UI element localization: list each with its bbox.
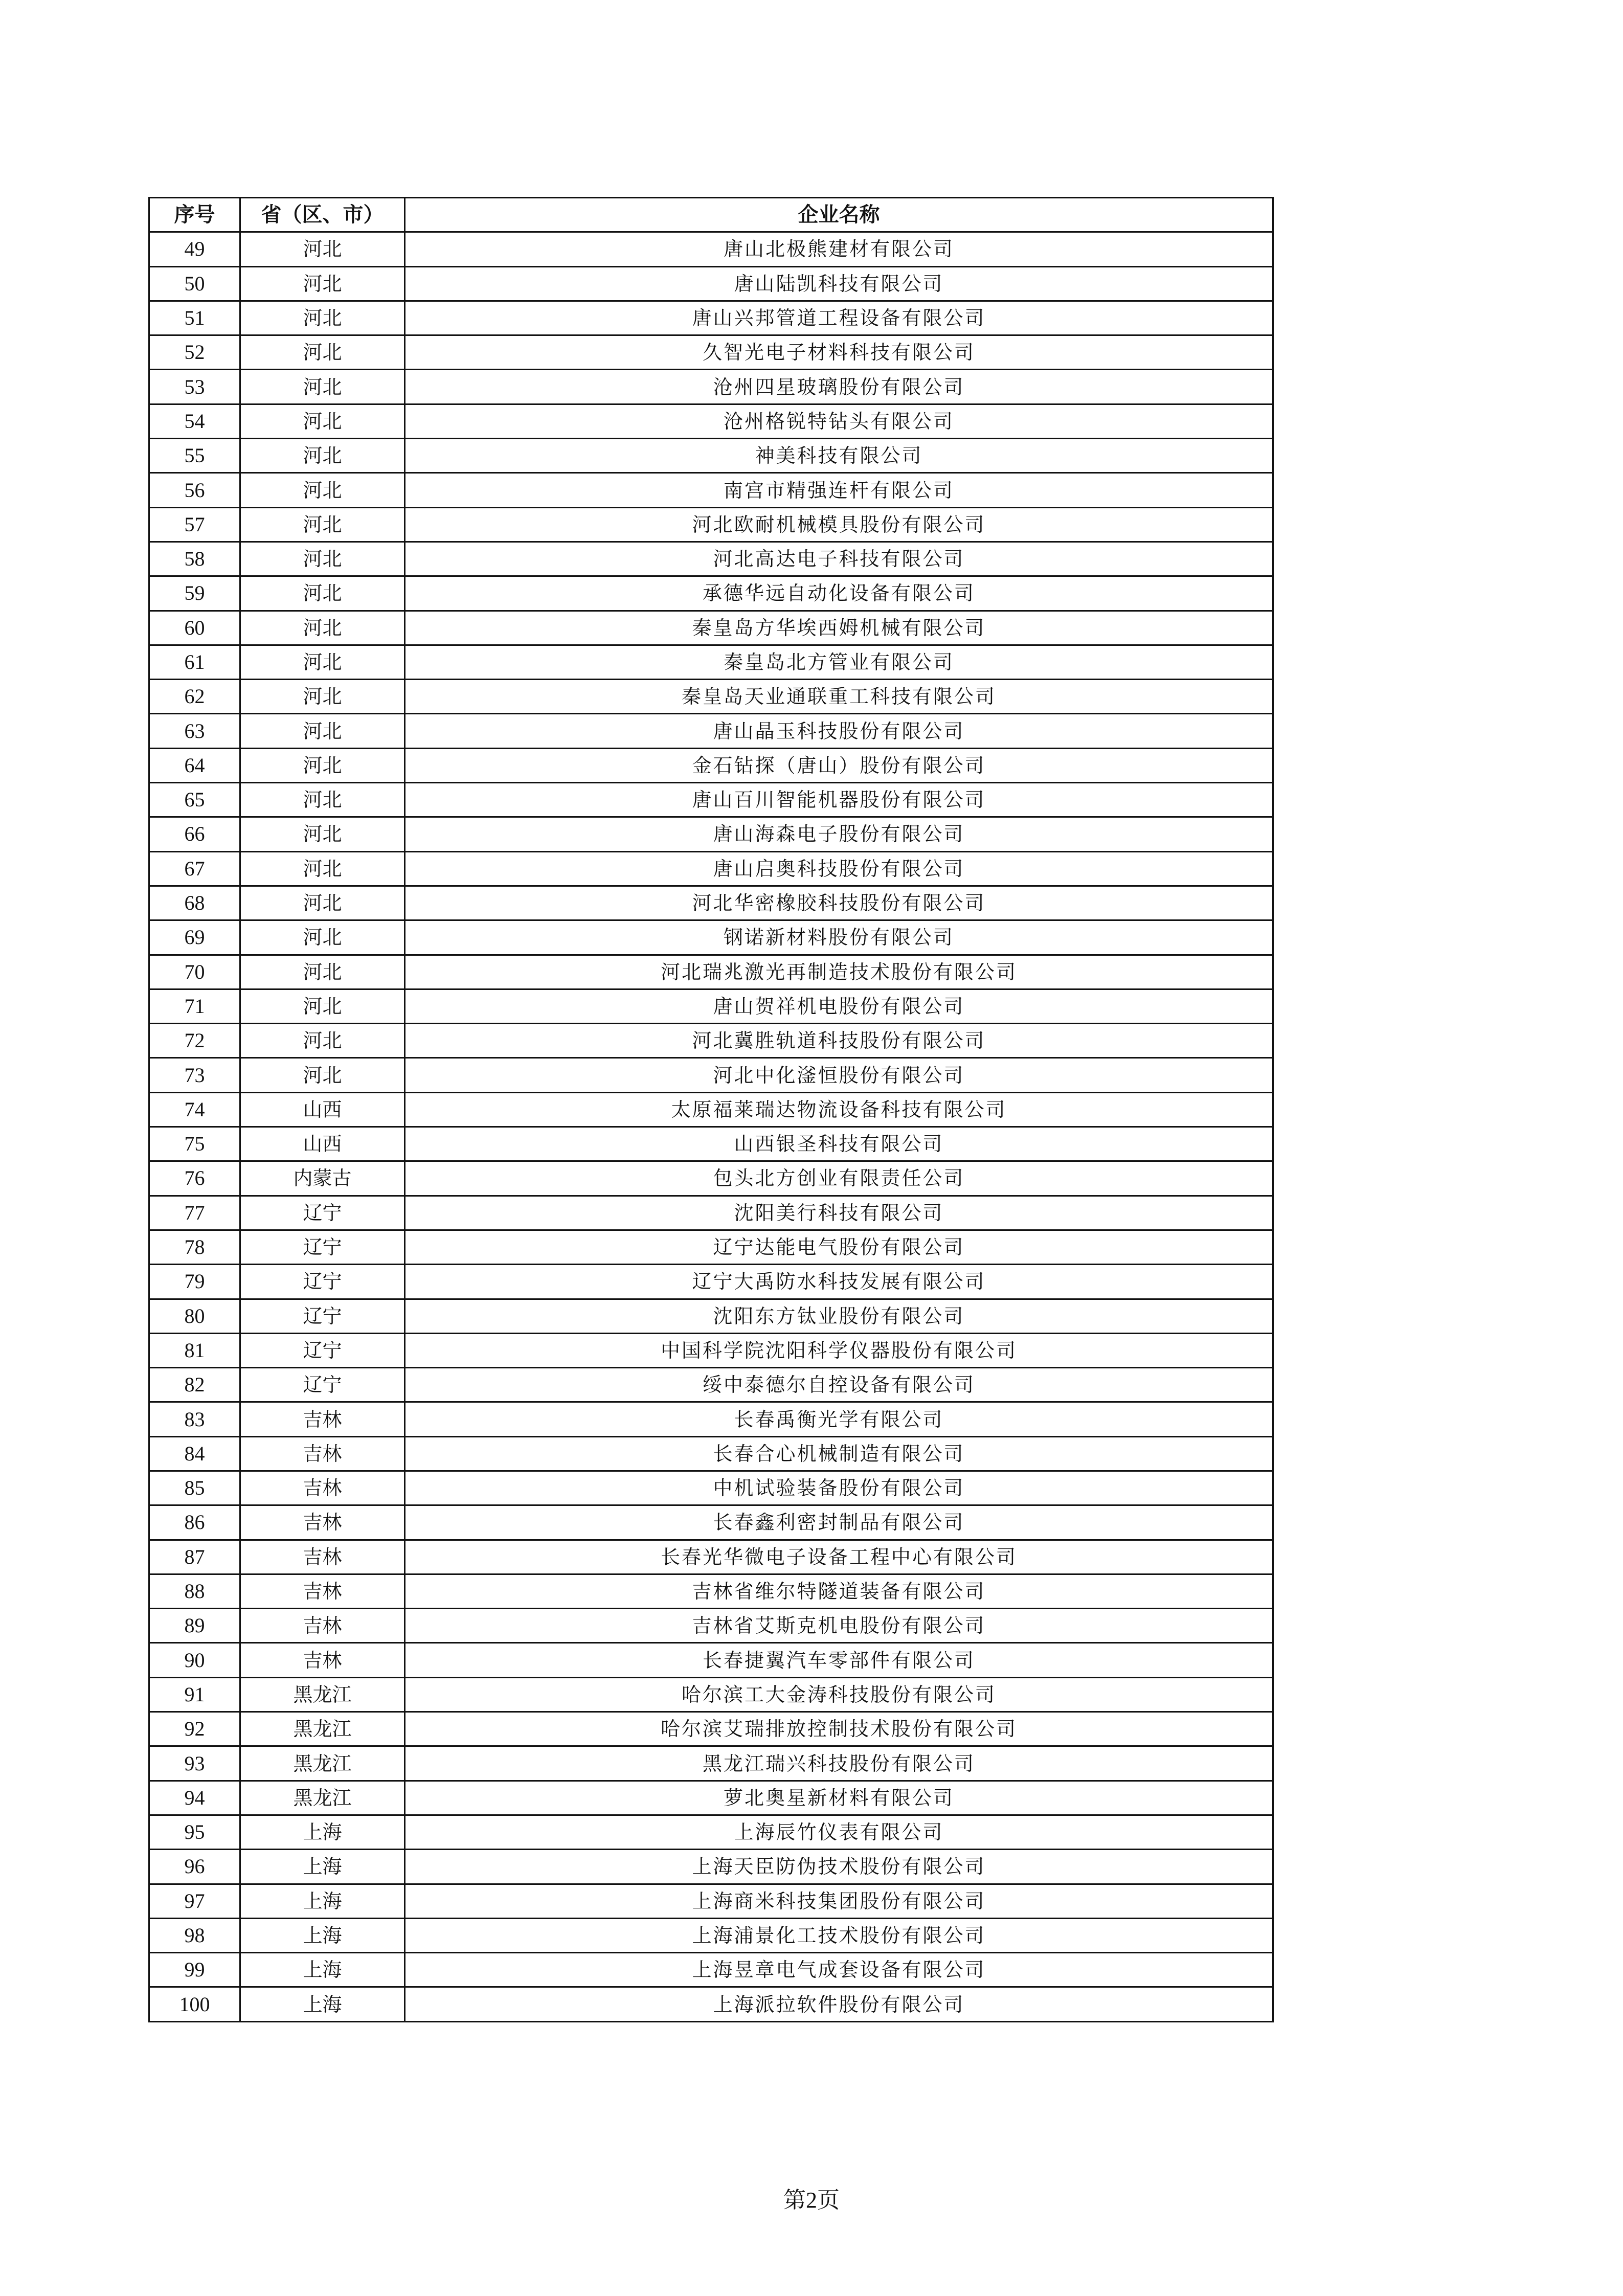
company-name-cell: 承德华远自动化设备有限公司: [405, 576, 1273, 611]
serial-cell: 65: [149, 783, 240, 817]
province-cell: 河北: [240, 989, 405, 1023]
serial-cell: 78: [149, 1230, 240, 1264]
province-cell: 上海: [240, 1884, 405, 1918]
serial-cell: 59: [149, 576, 240, 611]
province-cell: 河北: [240, 680, 405, 714]
province-cell: 河北: [240, 851, 405, 886]
serial-cell: 77: [149, 1196, 240, 1230]
serial-cell: 76: [149, 1161, 240, 1196]
company-name-cell: 辽宁达能电气股份有限公司: [405, 1230, 1273, 1264]
table-row: [149, 1436, 1273, 1471]
table-row: [149, 266, 1273, 301]
serial-cell: 73: [149, 1058, 240, 1092]
company-name-cell: 中国科学院沈阳科学仪器股份有限公司: [405, 1333, 1273, 1367]
page-number: 第2页: [783, 2188, 840, 2213]
serial-cell: 49: [149, 232, 240, 266]
serial-cell: 64: [149, 748, 240, 782]
company-name-cell: 吉林省维尔特隧道装备有限公司: [405, 1574, 1273, 1608]
province-cell: 河北: [240, 1024, 405, 1058]
company-name-cell: 萝北奥星新材料有限公司: [405, 1781, 1273, 1815]
serial-cell: 52: [149, 335, 240, 370]
table-row: [149, 1161, 1273, 1196]
serial-cell: 66: [149, 817, 240, 851]
province-cell: 辽宁: [240, 1368, 405, 1402]
province-cell: 内蒙古: [240, 1161, 405, 1196]
serial-cell: 91: [149, 1677, 240, 1712]
province-cell: 河北: [240, 748, 405, 782]
table-row: [149, 1850, 1273, 1884]
province-cell: 河北: [240, 232, 405, 266]
province-cell: 吉林: [240, 1471, 405, 1505]
table-row: [149, 335, 1273, 370]
province-cell: 河北: [240, 576, 405, 611]
serial-cell: 67: [149, 851, 240, 886]
province-cell: 吉林: [240, 1540, 405, 1574]
table-row: [149, 507, 1273, 542]
company-name-cell: 秦皇岛方华埃西姆机械有限公司: [405, 611, 1273, 645]
table-row: [149, 783, 1273, 817]
company-name-cell: 长春光华微电子设备工程中心有限公司: [405, 1540, 1273, 1574]
company-name-cell: 南宫市精强连杆有限公司: [405, 473, 1273, 507]
province-cell: 上海: [240, 1918, 405, 1952]
table-row: [149, 301, 1273, 335]
province-cell: 吉林: [240, 1574, 405, 1608]
table-row: [149, 1540, 1273, 1574]
province-cell: 辽宁: [240, 1230, 405, 1264]
table-row: [149, 989, 1273, 1023]
company-name-cell: 黑龙江瑞兴科技股份有限公司: [405, 1746, 1273, 1781]
province-cell: 山西: [240, 1092, 405, 1127]
serial-cell: 79: [149, 1265, 240, 1299]
company-name-cell: 山西银圣科技有限公司: [405, 1127, 1273, 1161]
company-name-cell: 哈尔滨艾瑞排放控制技术股份有限公司: [405, 1712, 1273, 1746]
province-cell: 山西: [240, 1127, 405, 1161]
enterprise-table: [148, 197, 1274, 2022]
company-name-cell: 秦皇岛北方管业有限公司: [405, 645, 1273, 679]
company-name-cell: 上海浦景化工技术股份有限公司: [405, 1918, 1273, 1952]
serial-cell: 63: [149, 714, 240, 748]
table-row: [149, 1815, 1273, 1849]
province-cell: 河北: [240, 335, 405, 370]
table-row: [149, 1230, 1273, 1264]
province-cell: 河北: [240, 817, 405, 851]
province-cell: 河北: [240, 886, 405, 920]
table-row: [149, 714, 1273, 748]
company-name-cell: 沈阳东方钛业股份有限公司: [405, 1299, 1273, 1333]
table-row: [149, 680, 1273, 714]
company-name-cell: 沈阳美行科技有限公司: [405, 1196, 1273, 1230]
serial-cell: 53: [149, 370, 240, 404]
province-cell: 河北: [240, 920, 405, 955]
table-row: [149, 1677, 1273, 1712]
province-cell: 上海: [240, 1987, 405, 2021]
company-name-cell: 河北华密橡胶科技股份有限公司: [405, 886, 1273, 920]
province-cell: 黑龙江: [240, 1712, 405, 1746]
company-name-cell: 中机试验装备股份有限公司: [405, 1471, 1273, 1505]
table-row: [149, 1643, 1273, 1677]
serial-cell: 58: [149, 542, 240, 576]
table-row: [149, 1092, 1273, 1127]
company-name-cell: 沧州四星玻璃股份有限公司: [405, 370, 1273, 404]
table-header-row: [149, 198, 1273, 232]
table-row: [149, 370, 1273, 404]
table-row: [149, 1781, 1273, 1815]
serial-cell: 62: [149, 680, 240, 714]
header-serial: 序号: [149, 198, 240, 232]
company-name-cell: 唐山启奥科技股份有限公司: [405, 851, 1273, 886]
table-row: [149, 232, 1273, 266]
company-name-cell: 钢诺新材料股份有限公司: [405, 920, 1273, 955]
serial-cell: 54: [149, 404, 240, 438]
province-cell: 黑龙江: [240, 1781, 405, 1815]
serial-cell: 61: [149, 645, 240, 679]
province-cell: 河北: [240, 301, 405, 335]
company-name-cell: 河北中化滏恒股份有限公司: [405, 1058, 1273, 1092]
province-cell: 辽宁: [240, 1333, 405, 1367]
serial-cell: 57: [149, 507, 240, 542]
table-row: [149, 611, 1273, 645]
company-name-cell: 唐山北极熊建材有限公司: [405, 232, 1273, 266]
company-name-cell: 上海商米科技集团股份有限公司: [405, 1884, 1273, 1918]
province-cell: 河北: [240, 714, 405, 748]
province-cell: 黑龙江: [240, 1677, 405, 1712]
company-name-cell: 辽宁大禹防水科技发展有限公司: [405, 1265, 1273, 1299]
serial-cell: 99: [149, 1953, 240, 1987]
company-name-cell: 唐山贺祥机电股份有限公司: [405, 989, 1273, 1023]
company-name-cell: 长春鑫利密封制品有限公司: [405, 1505, 1273, 1540]
province-cell: 上海: [240, 1850, 405, 1884]
serial-cell: 68: [149, 886, 240, 920]
company-name-cell: 上海昱章电气成套设备有限公司: [405, 1953, 1273, 1987]
company-name-cell: 包头北方创业有限责任公司: [405, 1161, 1273, 1196]
serial-cell: 94: [149, 1781, 240, 1815]
serial-cell: 82: [149, 1368, 240, 1402]
table-row: [149, 1953, 1273, 1987]
serial-cell: 71: [149, 989, 240, 1023]
table-body: [149, 232, 1273, 2021]
province-cell: 辽宁: [240, 1265, 405, 1299]
table-row: [149, 1333, 1273, 1367]
company-name-cell: 上海派拉软件股份有限公司: [405, 1987, 1273, 2021]
table-row: [149, 1471, 1273, 1505]
serial-cell: 100: [149, 1987, 240, 2021]
serial-cell: 87: [149, 1540, 240, 1574]
table-row: [149, 1574, 1273, 1608]
province-cell: 吉林: [240, 1505, 405, 1540]
serial-cell: 89: [149, 1609, 240, 1643]
table-row: [149, 1024, 1273, 1058]
province-cell: 吉林: [240, 1436, 405, 1471]
province-cell: 河北: [240, 1058, 405, 1092]
header-company-name: 企业名称: [405, 198, 1273, 232]
serial-cell: 96: [149, 1850, 240, 1884]
province-cell: 河北: [240, 266, 405, 301]
serial-cell: 72: [149, 1024, 240, 1058]
serial-cell: 75: [149, 1127, 240, 1161]
company-name-cell: 河北欧耐机械模具股份有限公司: [405, 507, 1273, 542]
province-cell: 河北: [240, 611, 405, 645]
table-row: [149, 955, 1273, 989]
table-row: [149, 1918, 1273, 1952]
company-name-cell: 长春禹衡光学有限公司: [405, 1402, 1273, 1436]
table-row: [149, 817, 1273, 851]
company-name-cell: 唐山陆凯科技有限公司: [405, 266, 1273, 301]
province-cell: 河北: [240, 507, 405, 542]
table-row: [149, 748, 1273, 782]
table-row: [149, 1987, 1273, 2021]
table-row: [149, 1609, 1273, 1643]
table-row: [149, 1746, 1273, 1781]
table-row: [149, 473, 1273, 507]
serial-cell: 93: [149, 1746, 240, 1781]
company-name-cell: 金石钻探（唐山）股份有限公司: [405, 748, 1273, 782]
serial-cell: 85: [149, 1471, 240, 1505]
serial-cell: 83: [149, 1402, 240, 1436]
serial-cell: 90: [149, 1643, 240, 1677]
serial-cell: 98: [149, 1918, 240, 1952]
table-row: [149, 439, 1273, 473]
serial-cell: 60: [149, 611, 240, 645]
serial-cell: 70: [149, 955, 240, 989]
table-row: [149, 851, 1273, 886]
serial-cell: 51: [149, 301, 240, 335]
table-row: [149, 1196, 1273, 1230]
company-name-cell: 上海辰竹仪表有限公司: [405, 1815, 1273, 1849]
province-cell: 河北: [240, 404, 405, 438]
company-name-cell: 河北瑞兆激光再制造技术股份有限公司: [405, 955, 1273, 989]
serial-cell: 86: [149, 1505, 240, 1540]
company-name-cell: 太原福莱瑞达物流设备科技有限公司: [405, 1092, 1273, 1127]
serial-cell: 84: [149, 1436, 240, 1471]
province-cell: 河北: [240, 370, 405, 404]
table-row: [149, 645, 1273, 679]
company-name-cell: 长春合心机械制造有限公司: [405, 1436, 1273, 1471]
company-name-cell: 河北高达电子科技有限公司: [405, 542, 1273, 576]
company-name-cell: 唐山海森电子股份有限公司: [405, 817, 1273, 851]
company-name-cell: 久智光电子材料科技有限公司: [405, 335, 1273, 370]
table-row: [149, 920, 1273, 955]
serial-cell: 50: [149, 266, 240, 301]
company-name-cell: 沧州格锐特钻头有限公司: [405, 404, 1273, 438]
province-cell: 河北: [240, 542, 405, 576]
table-row: [149, 1505, 1273, 1540]
province-cell: 河北: [240, 439, 405, 473]
serial-cell: 74: [149, 1092, 240, 1127]
table-row: [149, 1127, 1273, 1161]
serial-cell: 56: [149, 473, 240, 507]
table-row: [149, 404, 1273, 438]
serial-cell: 81: [149, 1333, 240, 1367]
company-name-cell: 唐山兴邦管道工程设备有限公司: [405, 301, 1273, 335]
table-row: [149, 542, 1273, 576]
serial-cell: 80: [149, 1299, 240, 1333]
province-cell: 吉林: [240, 1402, 405, 1436]
header-province: 省（区、市）: [240, 198, 405, 232]
company-name-cell: 上海天臣防伪技术股份有限公司: [405, 1850, 1273, 1884]
company-name-cell: 绥中泰德尔自控设备有限公司: [405, 1368, 1273, 1402]
province-cell: 河北: [240, 783, 405, 817]
province-cell: 吉林: [240, 1643, 405, 1677]
serial-cell: 55: [149, 439, 240, 473]
province-cell: 吉林: [240, 1609, 405, 1643]
table-row: [149, 886, 1273, 920]
table-row: [149, 1265, 1273, 1299]
company-name-cell: 唐山晶玉科技股份有限公司: [405, 714, 1273, 748]
serial-cell: 97: [149, 1884, 240, 1918]
company-name-cell: 吉林省艾斯克机电股份有限公司: [405, 1609, 1273, 1643]
province-cell: 河北: [240, 473, 405, 507]
province-cell: 辽宁: [240, 1299, 405, 1333]
table-row: [149, 1299, 1273, 1333]
serial-cell: 95: [149, 1815, 240, 1849]
province-cell: 上海: [240, 1815, 405, 1849]
table-row: [149, 1884, 1273, 1918]
company-name-cell: 神美科技有限公司: [405, 439, 1273, 473]
table-row: [149, 576, 1273, 611]
table-row: [149, 1368, 1273, 1402]
company-name-cell: 哈尔滨工大金涛科技股份有限公司: [405, 1677, 1273, 1712]
province-cell: 辽宁: [240, 1196, 405, 1230]
table-row: [149, 1402, 1273, 1436]
province-cell: 黑龙江: [240, 1746, 405, 1781]
table-row: [149, 1058, 1273, 1092]
company-name-cell: 河北冀胜轨道科技股份有限公司: [405, 1024, 1273, 1058]
serial-cell: 69: [149, 920, 240, 955]
company-name-cell: 唐山百川智能机器股份有限公司: [405, 783, 1273, 817]
serial-cell: 88: [149, 1574, 240, 1608]
serial-cell: 92: [149, 1712, 240, 1746]
table-row: [149, 1712, 1273, 1746]
province-cell: 上海: [240, 1953, 405, 1987]
province-cell: 河北: [240, 645, 405, 679]
company-name-cell: 长春捷翼汽车零部件有限公司: [405, 1643, 1273, 1677]
province-cell: 河北: [240, 955, 405, 989]
company-name-cell: 秦皇岛天业通联重工科技有限公司: [405, 680, 1273, 714]
